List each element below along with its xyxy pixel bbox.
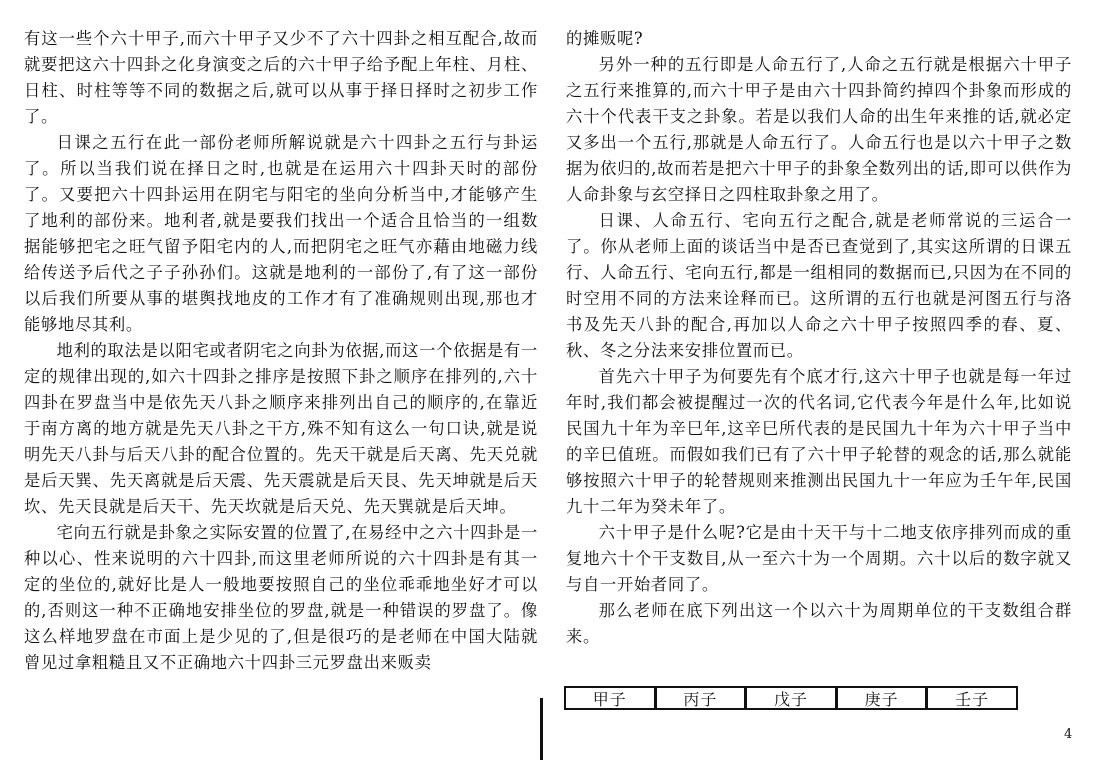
paragraph-1: 有这一些个六十甲子,而六十甲子又少不了六十四卦之相互配合,故而就要把这六十四卦之化身演变之后的六十甲子给予配上年柱、月柱、日柱、时柱等等不同的数据之后,就可以从事于择日择时之初步工作了。 (24, 29, 538, 126)
paragraph-4: 宅向五行就是卦象之实际安置的位置了,在易经中之六十四卦是一种以心、性来说明的六十四卦,而这里老师所说的六十四卦是有其一定的坐位的,就好比是人一般地要按照自己的坐位乖乖地坐好才可以的,否则这一种不正确地安排坐位的罗盘,就是一种错误的罗盘了。像这么样地罗盘在市面上是少见的了,但是很巧的是老师在中国大陆就曾见过拿粗糙且又不正确地六十四卦三元罗盘出来贩卖 (24, 523, 538, 672)
column-divider (540, 698, 543, 760)
paragraph-8: 首先六十甲子为何要先有个底才行,这六十甲子也就是每一年过年时,我们都会被提醒过一次的代名词,它代表今年是什么年,比如说民国九十年为辛巳年,这辛巳所代表的是民国九十年为六十甲子当中的辛巳值班。而假如我们已有了六十甲子轮替的观念的话,那么就能够按照六十甲子的轮替规则来推测出民国九十一年应为壬午年,民国九十二年为癸未年了。 (566, 367, 1072, 516)
paragraph-10: 那么老师在底下列出这一个以六十为周期单位的干支数组合群来。 (566, 601, 1072, 646)
page-number: 4 (1064, 727, 1073, 742)
paragraph-3: 地利的取法是以阳宅或者阴宅之向卦为依据,而这一个依据是有一定的规律出现的,如六十四卦之排序是按照下卦之顺序在排列的,六十四卦在罗盘当中是依先天八卦之顺序来排列出自己的顺序的,在靠近于南方离的地方就是先天八卦之干方,殊不知有这么一句口诀,就是说明先天八卦与后天八卦的配合位置的。先天干就是后天离、先天兑就是后天巽、先天离就是后天震、先天震就是后天艮、先天坤就是后天坎、先天艮就是后天干、先天坎就是后天兑、先天巽就是后天坤。 (24, 341, 538, 516)
right-column (566, 26, 1072, 650)
paragraph-5: 的摊贩呢? (566, 29, 644, 48)
paragraph-6: 另外一种的五行即是人命五行了,人命之五行就是根据六十甲子之五行来推算的,而六十甲子是由六十四卦简约掉四个卦象而形成的六十个代表干支之卦象。若是以我们人命的出生年来推的话,就必定又多出一个五行,那就是人命五行了。人命五行也是以六十甲子之数据为依归的,故而若是把六十甲子的卦象全数列出的话,即可以供作为人命卦象与玄空择日之四柱取卦象之用了。 (566, 55, 1072, 204)
stem-branch-table (564, 686, 1018, 710)
paragraph-2: 日课之五行在此一部份老师所解说就是六十四卦之五行与卦运了。所以当我们说在择日之时,也就是在运用六十四卦天时的部份了。又要把六十四卦运用在阴宅与阳宅的坐向分析当中,才能够产生了地利的部份来。地利者,就是要我们找出一个适合且恰当的一组数据能够把宅之旺气留予阳宅内的人,而把阴宅之旺气亦藉由地磁力线给传送予后代之子子孙孙们。这就是地利的一部份了,有了这一部份以后我们所要从事的堪舆找地皮的工作才有了准确规则出现,那也才能够地尽其利。 (24, 133, 538, 334)
left-column (24, 26, 538, 676)
table-cell: 甲子 (592, 689, 627, 709)
table-cell: 戊子 (744, 688, 835, 708)
paragraph-7: 日课、人命五行、宅向五行之配合,就是老师常说的三运合一了。你从老师上面的谈话当中是否已查觉到了,其实这所谓的日课五行、人命五行、宅向五行,都是一组相同的数据而已,只因为在不同的时空用不同的方法来诠释而已。这所谓的五行也就是河图五行与洛书及先天八卦的配合,再加以人命之六十甲子按照四季的春、夏、秋、冬之分法来安排位置而已。 (566, 211, 1072, 360)
table-cell: 庚子 (835, 688, 926, 708)
paragraph-9: 六十甲子是什么呢?它是由十天干与十二地支依序排列而成的重复地六十个干支数目,从一至六十为一个周期。六十以后的数字就又与自一开始者同了。 (566, 523, 1072, 594)
table-cell: 丙子 (654, 688, 745, 708)
table-cell: 壬子 (925, 688, 1016, 708)
